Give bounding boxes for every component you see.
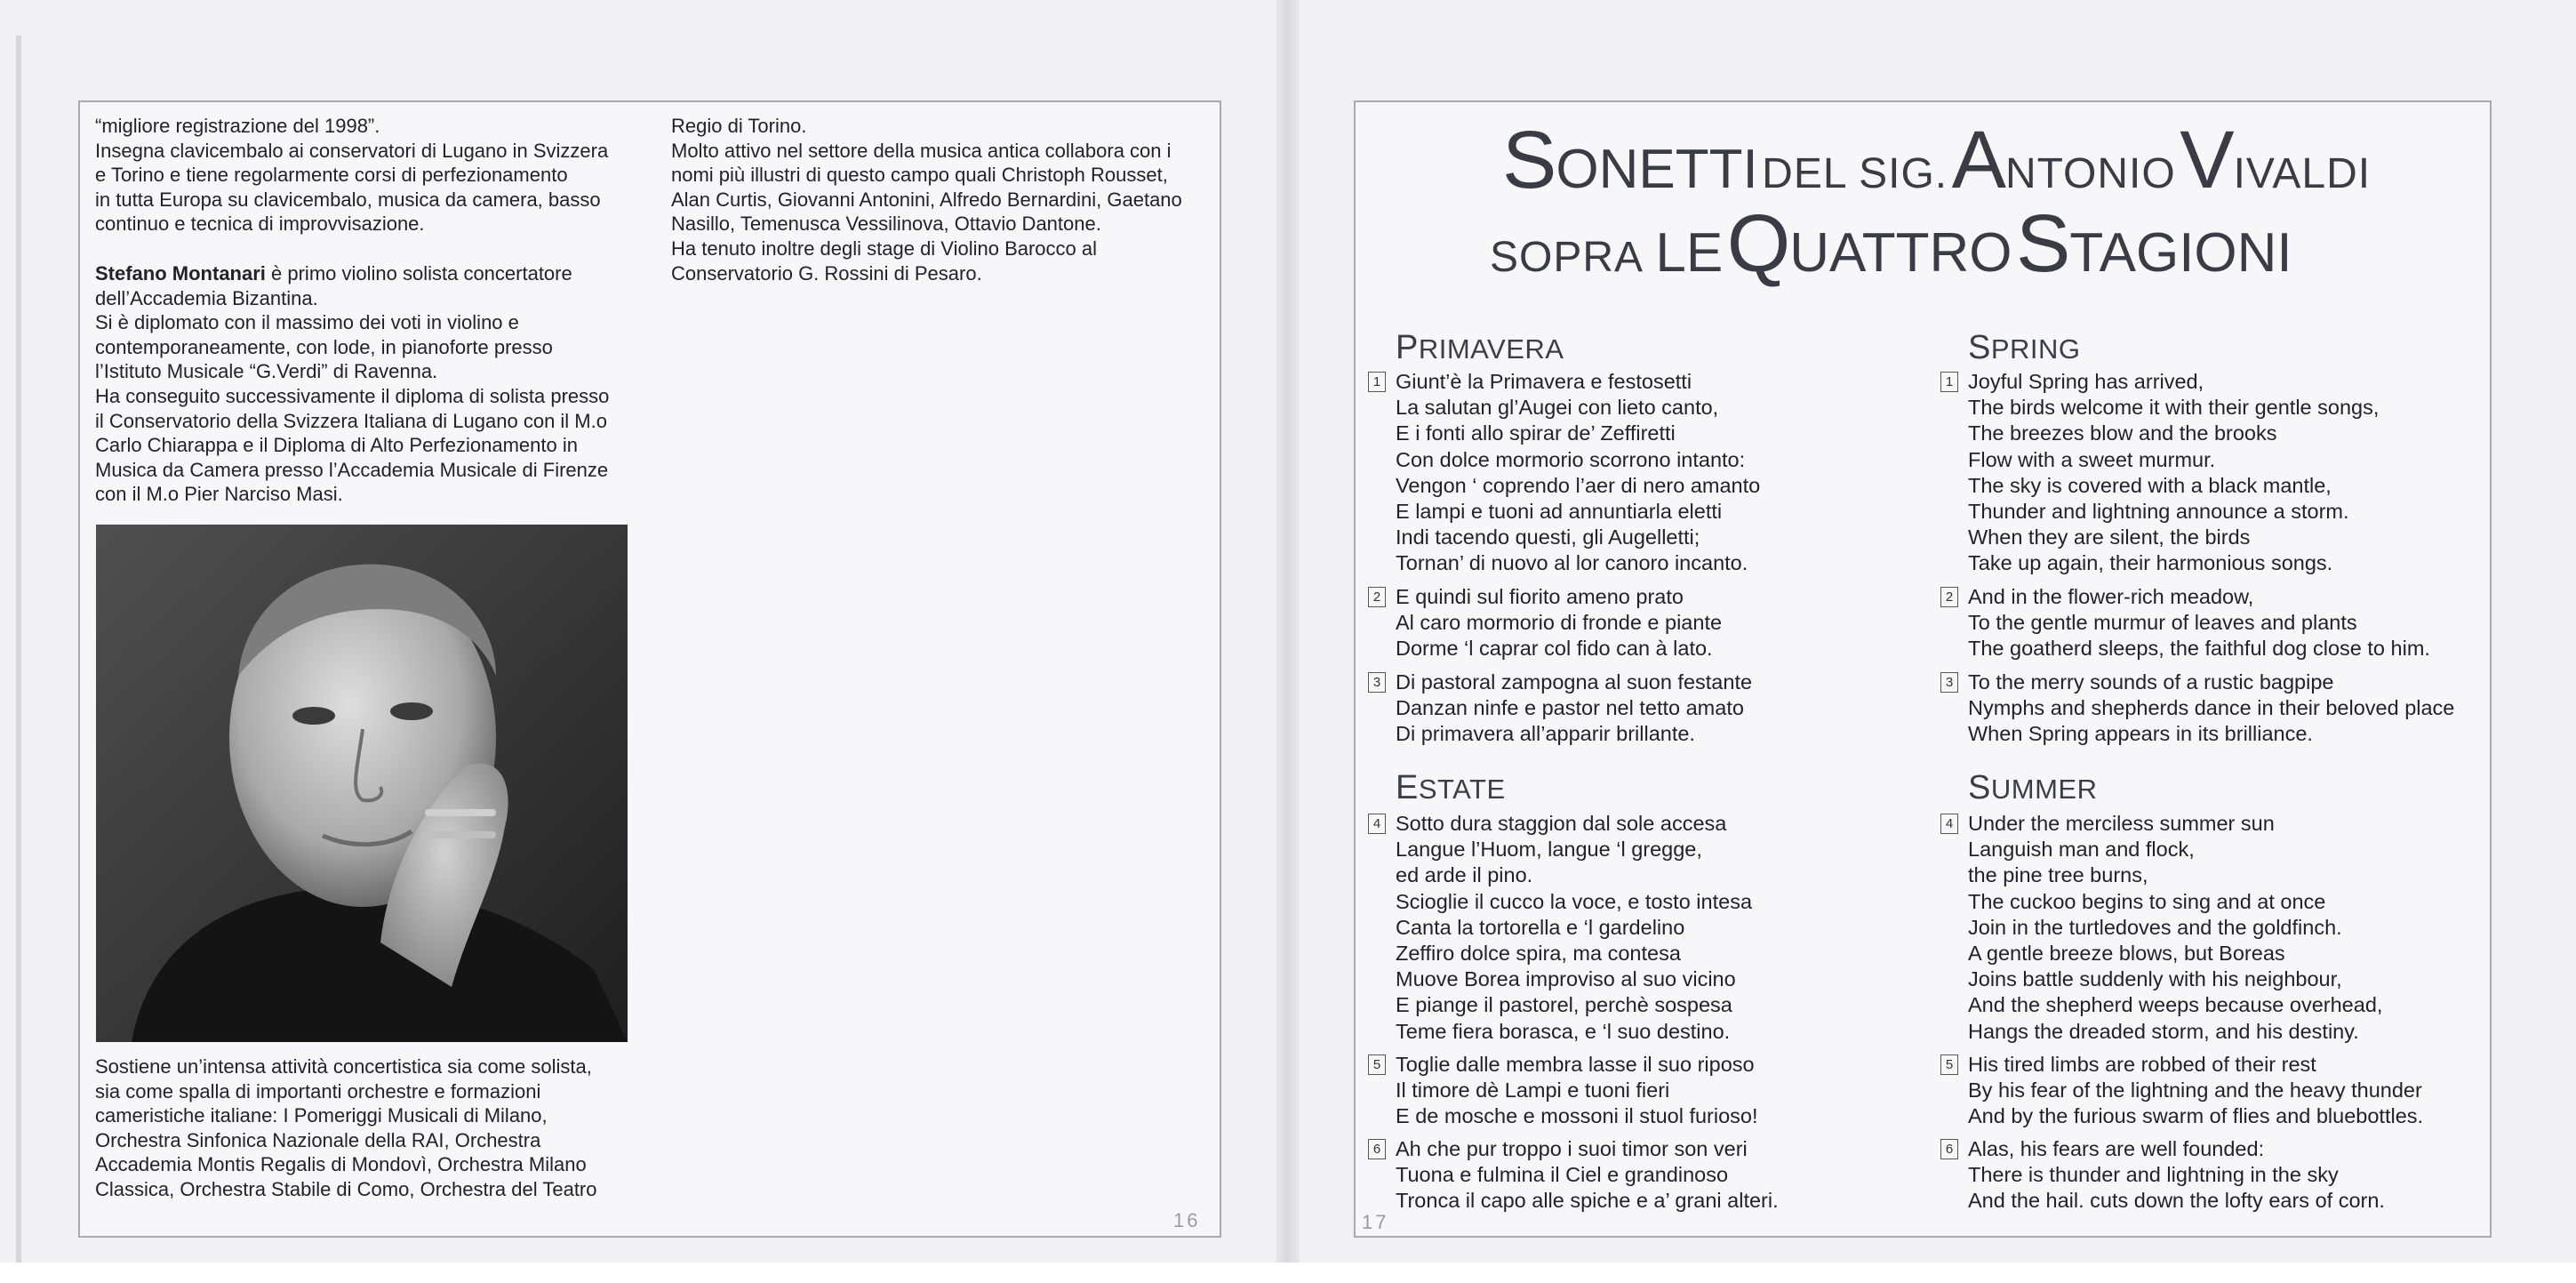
bio-paragraph-1: “migliore registrazione del 1998”. Insegna clavicembalo ai conservatori di Lugano in Svizzera e Torino e tiene regolarmente corsi di perfezionamento in tutta Europa su clavicembalo, musica da camera, basso continuo e tecnica di improvvisazione.: [95, 115, 609, 236]
bio-paragraph-montanari-text: è primo violino solista concertatore dell’Accademia Bizantina. Si è diplomato con il massimo dei voti in violino e contemporaneamente, con lode, in pianoforte presso l’Istituto Musicale “G.Verdi” di Ravenna. Ha conseguito successivamente il diploma di solista presso il Conservatorio della Svizzera Italiana di Lugano con il M.o Carlo Chiarappa e il Diploma di Alto Perfezionamento in Musica da Camera presso l’Accademia Musicale di Firenze con il M.o Pier Narciso Masi.: [95, 262, 610, 506]
stanza-number: 6: [1368, 1139, 1386, 1159]
title-cap-v: V: [2180, 115, 2234, 205]
stanza-number: 1: [1940, 372, 1958, 392]
title-cap-a: A: [1951, 115, 2005, 205]
stanza-number: 2: [1940, 587, 1958, 607]
stanza-number: 3: [1368, 672, 1386, 693]
title-sonetti: ONETTI: [1556, 139, 1758, 200]
bio-paragraph-col2: Regio di Torino. Molto attivo nel settore della musica antica collabora con i nomi più illustri di questo campo quali Christoph Rousset, Alan Curtis, Giovanni Antonini, Alfredo Bernardini, Gaetano Nasillo, Temenusca Vessilinova, Ottavio Dantone. Ha tenuto inoltre degli stage di Violino Barocco al Conservatorio G. Rossini di Pesaro.: [671, 115, 1182, 285]
title-stagioni: TAGIONI: [2069, 222, 2292, 284]
title-quattro: UATTRO: [1789, 222, 2012, 284]
title-cap-q: Q: [1726, 198, 1790, 289]
page-edge: [16, 36, 21, 1263]
stanza-it-6: 6 Ah che pur troppo i suoi timor son veri Tuona e fulmina il Ciel e grandinoso Tronca il capo alle spiche e a’ grani alteri.: [1396, 1136, 1779, 1215]
stanza-en-4: 4 Under the merciless summer sun Languish man and flock, the pine tree burns, The cuckoo begins to sing and at once Join in the turtledoves and the goldfinch. A gentle breeze blows, but Boreas Joins battle suddenly with his neighbour, And the shepherd weeps because overhead, Hangs the dreaded storm, and his destiny.: [1968, 811, 2382, 1045]
stanza-it-2: 2 E quindi sul fiorito ameno prato Al caro mormorio di fronde e piante Dorme ‘l caprar col fido can à lato.: [1396, 584, 1722, 662]
heading-primavera: PRIMAVERA: [1396, 329, 1564, 366]
stanza-en-5: 5 His tired limbs are robbed of their rest By his fear of the lightning and the heavy thunder And by the furious swarm of flies and bluebottles.: [1968, 1052, 2423, 1130]
title-sopra: SOPRA: [1490, 234, 1644, 281]
stanza-number: 3: [1940, 672, 1958, 693]
stanza-number: 5: [1368, 1054, 1386, 1075]
bio-paragraph-concerts: Sostiene un’intensa attività concertistica sia come solista, sia come spalla di importanti orchestre e formazioni cameristiche italiane: I Pomeriggi Musicali di Milano, Orchestra Sinfonica Nazionale della RAI, Orchestra Accademia Montis Regalis di Mondovì, Orchestra Milano Classica, Orchestra Stabile di Como, Orchestra del Teatro: [95, 1055, 597, 1200]
page-bottom-edge: [0, 1263, 2576, 1283]
portrait-photo: [96, 525, 628, 1042]
title-cap-s: S: [1502, 115, 1556, 205]
stanza-en-6: 6 Alas, his fears are well founded: There is thunder and lightning in the sky And the hail. cuts down the lofty ears of corn.: [1968, 1136, 2385, 1215]
stanza-it-4: 4 Sotto dura staggion dal sole accesa Langue l’Huom, langue ‘l gregge, ed arde il pino. Scioglie il cucco la voce, e tosto intesa Canta la tortorella e ‘l gardelino Zeffiro dolce spira, ma contesa Muove Borea improviso al suo vicino E piange il pastorel, perchè sospesa Teme fiera borasca, e ‘l suo destino.: [1396, 811, 1752, 1045]
bio-paragraph-montanari: [95, 261, 637, 507]
heading-spring: SPRING: [1968, 329, 2081, 366]
stanza-en-3: 3 To the merry sounds of a rustic bagpipe Nymphs and shepherds dance in their beloved place When Spring appears in its brilliance.: [1968, 670, 2454, 748]
title-vivaldi: IVALDI: [2233, 150, 2372, 197]
portrait-illustration: [96, 525, 628, 1042]
spine-gutter: [1276, 0, 1300, 1283]
stanza-it-3: 3 Di pastoral zampogna al suon festante Danzan ninfe e pastor nel tetto amato Di primavera all’apparir brillante.: [1396, 670, 1752, 748]
page-number-left: 16: [1173, 1209, 1201, 1231]
stanza-it-5: 5 Toglie dalle membra lasse il suo riposo Il timore dè Lampi e tuoni fieri E de mosche e mossoni il stuol furioso!: [1396, 1052, 1758, 1130]
title-del-sig: DEL SIG.: [1762, 150, 1948, 197]
bio-name: Stefano Montanari: [95, 262, 266, 285]
title-le: LE: [1655, 222, 1724, 284]
stanza-number: 4: [1368, 814, 1386, 834]
stanza-number: 6: [1940, 1139, 1958, 1159]
stanza-number: 5: [1940, 1054, 1958, 1075]
title-antonio: NTONIO: [2004, 150, 2176, 197]
stanza-en-2: 2 And in the flower-rich meadow, To the gentle murmur of leaves and plants The goatherd sleeps, the faithful dog close to him.: [1968, 584, 2430, 662]
title-line-1: [1502, 114, 2371, 207]
title-line-2: [1490, 197, 2292, 291]
title-cap-s2: S: [2015, 198, 2070, 289]
stanza-number: 1: [1368, 372, 1386, 392]
stanza-it-1: 1 Giunt’è la Primavera e festosetti La salutan gl’Augei con lieto canto, E i fonti allo spirar de’ Zeffiretti Con dolce mormorio scorrono intanto: Vengon ‘ coprendo l’aer di nero amanto E lampi e tuoni ad annuntiarla eletti Indi tacendo questi, gli Augelletti; Tornan’ di nuovo al lor canoro incanto.: [1396, 369, 1760, 577]
heading-summer: SUMMER: [1968, 769, 2098, 806]
stanza-en-1: 1 Joyful Spring has arrived, The birds welcome it with their gentle songs, The breezes blow and the brooks Flow with a sweet murmur. The sky is covered with a black mantle, Thunder and lightning announce a storm. When they are silent, the birds Take up again, their harmonious songs.: [1968, 369, 2379, 577]
page-number-right: 17: [1362, 1211, 1389, 1233]
stanza-number: 2: [1368, 587, 1386, 607]
stanza-number: 4: [1940, 814, 1958, 834]
heading-estate: ESTATE: [1396, 769, 1506, 806]
